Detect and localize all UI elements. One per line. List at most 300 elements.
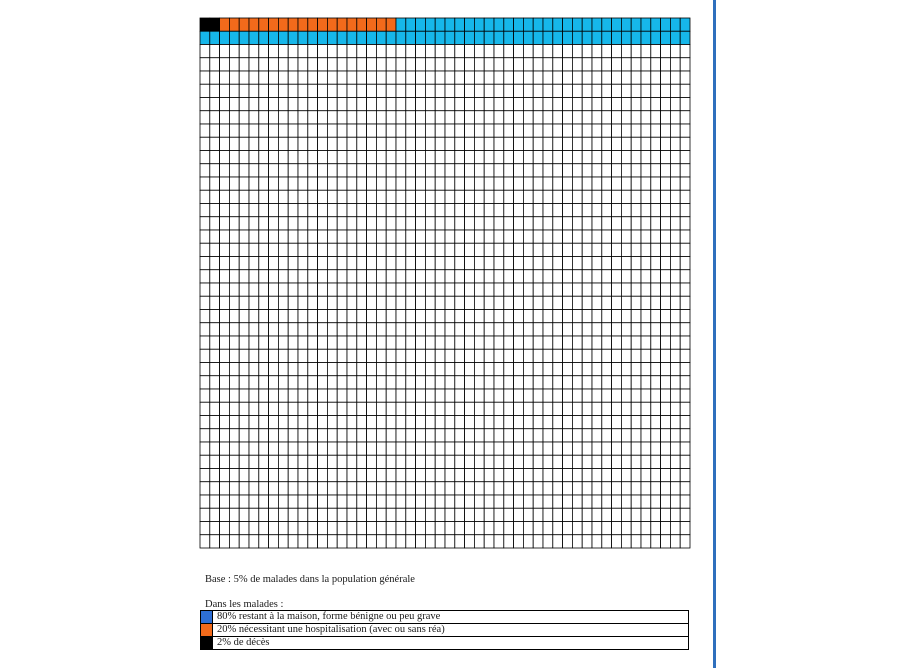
waffle-cell [327,416,337,429]
waffle-cell [582,455,592,468]
waffle-cell [455,84,465,97]
waffle-cell [357,455,367,468]
waffle-cell [298,442,308,455]
waffle-cell [572,45,582,58]
waffle-cell [661,389,671,402]
waffle-cell [269,190,279,203]
waffle-cell [367,177,377,190]
waffle-cell [220,270,230,283]
waffle-cell [337,482,347,495]
waffle-cell [357,296,367,309]
waffle-cell [592,111,602,124]
waffle-cell [572,429,582,442]
waffle-cell [318,204,328,217]
waffle-cell [376,111,386,124]
waffle-cell [318,376,328,389]
waffle-cell [455,296,465,309]
waffle-cell [523,98,533,111]
waffle-cell [533,310,543,323]
waffle-cell [651,84,661,97]
waffle-cell [455,336,465,349]
waffle-cell [337,18,347,31]
waffle-cell [357,177,367,190]
waffle-cell [680,71,690,84]
waffle-cell [651,508,661,521]
waffle-cell [484,323,494,336]
waffle-cell [533,508,543,521]
waffle-cell [210,535,220,548]
waffle-cell [220,230,230,243]
waffle-cell [641,522,651,535]
waffle-cell [288,535,298,548]
waffle-cell [308,442,318,455]
waffle-cell [680,296,690,309]
waffle-cell [347,349,357,362]
waffle-cell [563,270,573,283]
waffle-cell [239,402,249,415]
waffle-cell [425,230,435,243]
waffle-cell [602,535,612,548]
waffle-cell [651,177,661,190]
waffle-cell [416,217,426,230]
waffle-cell [514,98,524,111]
base-caption: Base : 5% de malades dans la population générale [205,574,415,585]
waffle-cell [347,58,357,71]
waffle-cell [337,469,347,482]
waffle-cell [376,270,386,283]
waffle-cell [582,217,592,230]
waffle-cell [318,111,328,124]
waffle-cell [406,429,416,442]
waffle-cell [484,429,494,442]
waffle-cell [514,164,524,177]
waffle-cell [288,98,298,111]
waffle-cell [504,376,514,389]
waffle-cell [269,455,279,468]
waffle-cell [641,442,651,455]
waffle-cell [474,58,484,71]
waffle-cell [259,137,269,150]
waffle-cell [621,243,631,256]
waffle-cell [278,535,288,548]
waffle-cell [641,535,651,548]
waffle-cell [543,204,553,217]
waffle-cell [514,270,524,283]
waffle-cell [582,416,592,429]
waffle-cell [592,495,602,508]
waffle-cell [621,402,631,415]
waffle-cell [651,257,661,270]
waffle-cell [386,257,396,270]
waffle-cell [435,71,445,84]
waffle-cell [249,389,259,402]
waffle-cell [504,31,514,44]
waffle-cell [670,58,680,71]
waffle-cell [680,164,690,177]
waffle-cell [357,535,367,548]
waffle-cell [553,58,563,71]
waffle-cell [474,151,484,164]
waffle-cell [543,18,553,31]
waffle-cell [661,336,671,349]
waffle-cell [523,71,533,84]
waffle-cell [298,495,308,508]
waffle-cell [416,349,426,362]
waffle-cell [612,349,622,362]
waffle-cell [582,164,592,177]
waffle-cell [514,243,524,256]
waffle-cell [239,442,249,455]
waffle-cell [435,111,445,124]
waffle-cell [327,84,337,97]
waffle-cell [602,389,612,402]
waffle-cell [582,323,592,336]
waffle-cell [563,522,573,535]
waffle-cell [259,151,269,164]
waffle-cell [523,230,533,243]
waffle-cell [396,310,406,323]
waffle-cell [425,58,435,71]
waffle-cell [386,416,396,429]
waffle-cell [484,230,494,243]
waffle-cell [612,389,622,402]
waffle-cell [455,204,465,217]
legend-row [201,624,689,637]
waffle-cell [337,389,347,402]
waffle-cell [484,177,494,190]
waffle-cell [670,243,680,256]
waffle-cell [298,349,308,362]
waffle-cell [327,429,337,442]
waffle-cell [239,469,249,482]
waffle-cell [318,336,328,349]
waffle-cell [298,71,308,84]
waffle-cell [200,429,210,442]
waffle-cell [249,402,259,415]
waffle-cell [523,177,533,190]
waffle-cell [670,164,680,177]
waffle-cell [494,296,504,309]
waffle-cell [543,442,553,455]
waffle-cell [572,455,582,468]
waffle-cell [504,283,514,296]
waffle-cell [269,416,279,429]
waffle-cell [327,243,337,256]
waffle-cell [347,336,357,349]
waffle-cell [259,508,269,521]
waffle-cell [288,137,298,150]
waffle-cell [455,190,465,203]
waffle-cell [455,31,465,44]
waffle-cell [572,257,582,270]
waffle-cell [631,111,641,124]
waffle-cell [543,217,553,230]
waffle-cell [582,111,592,124]
waffle-cell [602,71,612,84]
waffle-cell [572,18,582,31]
waffle-cell [318,402,328,415]
waffle-cell [445,482,455,495]
waffle-cell [229,469,239,482]
waffle-cell [327,177,337,190]
waffle-cell [661,402,671,415]
waffle-cell [249,336,259,349]
waffle-cell [661,283,671,296]
waffle-cell [298,204,308,217]
waffle-cell [670,71,680,84]
waffle-cell [269,204,279,217]
waffle-cell [563,124,573,137]
waffle-cell [318,137,328,150]
waffle-cell [229,31,239,44]
waffle-cell [386,283,396,296]
waffle-cell [563,508,573,521]
waffle-cell [278,230,288,243]
waffle-cell [543,522,553,535]
waffle-cell [386,217,396,230]
waffle-cell [269,243,279,256]
waffle-cell [327,111,337,124]
waffle-cell [651,204,661,217]
waffle-cell [376,363,386,376]
waffle-cell [435,323,445,336]
waffle-cell [308,495,318,508]
waffle-cell [239,151,249,164]
waffle-cell [376,429,386,442]
waffle-cell [318,283,328,296]
waffle-cell [367,535,377,548]
waffle-cell [484,164,494,177]
waffle-cell [504,270,514,283]
waffle-cell [308,323,318,336]
waffle-cell [641,204,651,217]
waffle-cell [651,243,661,256]
waffle-cell [210,98,220,111]
waffle-cell [631,323,641,336]
waffle-cell [298,402,308,415]
waffle-cell [435,58,445,71]
waffle-cell [670,469,680,482]
waffle-cell [670,482,680,495]
waffle-cell [435,31,445,44]
waffle-cell [514,469,524,482]
waffle-cell [210,508,220,521]
waffle-cell [425,482,435,495]
waffle-cell [474,389,484,402]
waffle-cell [592,137,602,150]
waffle-cell [337,495,347,508]
waffle-cell [563,190,573,203]
waffle-cell [200,230,210,243]
waffle-cell [494,177,504,190]
waffle-cell [621,137,631,150]
waffle-cell [602,310,612,323]
waffle-cell [504,469,514,482]
waffle-cell [278,283,288,296]
waffle-cell [474,230,484,243]
waffle-cell [249,204,259,217]
waffle-cell [651,217,661,230]
waffle-cell [396,283,406,296]
waffle-cell [386,310,396,323]
waffle-cell [220,336,230,349]
waffle-cell [602,416,612,429]
waffle-cell [484,31,494,44]
waffle-cell [621,522,631,535]
waffle-cell [474,296,484,309]
waffle-cell [249,230,259,243]
waffle-cell [386,442,396,455]
waffle-cell [210,270,220,283]
waffle-cell [327,363,337,376]
waffle-cell [220,469,230,482]
waffle-cell [661,164,671,177]
waffle-cell [269,389,279,402]
waffle-cell [680,389,690,402]
waffle-cell [278,31,288,44]
waffle-cell [416,45,426,58]
waffle-cell [602,296,612,309]
waffle-cell [680,376,690,389]
waffle-cell [621,31,631,44]
waffle-cell [592,283,602,296]
waffle-cell [563,323,573,336]
legend-table [200,610,689,650]
waffle-cell [504,217,514,230]
waffle-cell [514,230,524,243]
waffle-cell [504,416,514,429]
waffle-cell [435,177,445,190]
waffle-cell [337,336,347,349]
waffle-cell [327,389,337,402]
waffle-cell [229,522,239,535]
waffle-cell [651,137,661,150]
waffle-cell [553,31,563,44]
waffle-cell [357,164,367,177]
waffle-cell [229,402,239,415]
waffle-cell [592,124,602,137]
waffle-cell [435,164,445,177]
waffle-cell [278,508,288,521]
waffle-cell [612,151,622,164]
waffle-cell [474,363,484,376]
waffle-cell [533,124,543,137]
waffle-cell [327,217,337,230]
waffle-cell [641,495,651,508]
waffle-cell [553,429,563,442]
waffle-cell [621,363,631,376]
waffle-cell [504,349,514,362]
waffle-cell [337,71,347,84]
waffle-cell [484,257,494,270]
waffle-cell [474,190,484,203]
waffle-cell [563,164,573,177]
waffle-cell [494,495,504,508]
waffle-cell [514,257,524,270]
waffle-cell [396,296,406,309]
waffle-cell [327,31,337,44]
waffle-cell [200,508,210,521]
waffle-cell [220,257,230,270]
waffle-cell [406,243,416,256]
waffle-cell [376,469,386,482]
waffle-cell [229,349,239,362]
waffle-cell [210,310,220,323]
waffle-cell [396,323,406,336]
waffle-cell [612,296,622,309]
waffle-cell [621,270,631,283]
waffle-cell [504,18,514,31]
waffle-cell [396,363,406,376]
waffle-cell [259,58,269,71]
waffle-cell [661,363,671,376]
waffle-cell [278,310,288,323]
waffle-cell [494,151,504,164]
waffle-cell [298,323,308,336]
waffle-cell [259,177,269,190]
waffle-cell [661,98,671,111]
waffle-cell [200,31,210,44]
waffle-cell [582,442,592,455]
waffle-cell [337,45,347,58]
waffle-cell [602,469,612,482]
waffle-cell [553,164,563,177]
waffle-cell [288,376,298,389]
waffle-cell [220,164,230,177]
waffle-cell [386,508,396,521]
waffle-cell [641,84,651,97]
waffle-cell [337,31,347,44]
waffle-cell [239,177,249,190]
waffle-cell [563,442,573,455]
waffle-cell [553,257,563,270]
waffle-cell [680,58,690,71]
waffle-cell [680,495,690,508]
waffle-cell [445,177,455,190]
waffle-cell [661,270,671,283]
waffle-cell [249,190,259,203]
waffle-cell [661,243,671,256]
waffle-cell [347,98,357,111]
waffle-cell [288,243,298,256]
waffle-cell [680,137,690,150]
waffle-cell [543,323,553,336]
waffle-cell [563,111,573,124]
waffle-cell [376,402,386,415]
waffle-cell [396,137,406,150]
waffle-cell [220,482,230,495]
waffle-cell [337,323,347,336]
waffle-cell [318,124,328,137]
waffle-cell [494,469,504,482]
waffle-cell [523,257,533,270]
waffle-cell [602,270,612,283]
waffle-cell [239,137,249,150]
waffle-cell [553,376,563,389]
waffle-cell [396,389,406,402]
patients-caption: Dans les malades : [205,599,284,610]
waffle-cell [602,18,612,31]
waffle-cell [376,58,386,71]
waffle-cell [572,389,582,402]
waffle-cell [357,283,367,296]
waffle-cell [298,310,308,323]
waffle-cell [298,45,308,58]
waffle-cell [523,336,533,349]
waffle-cell [533,204,543,217]
waffle-cell [621,296,631,309]
waffle-cell [220,349,230,362]
